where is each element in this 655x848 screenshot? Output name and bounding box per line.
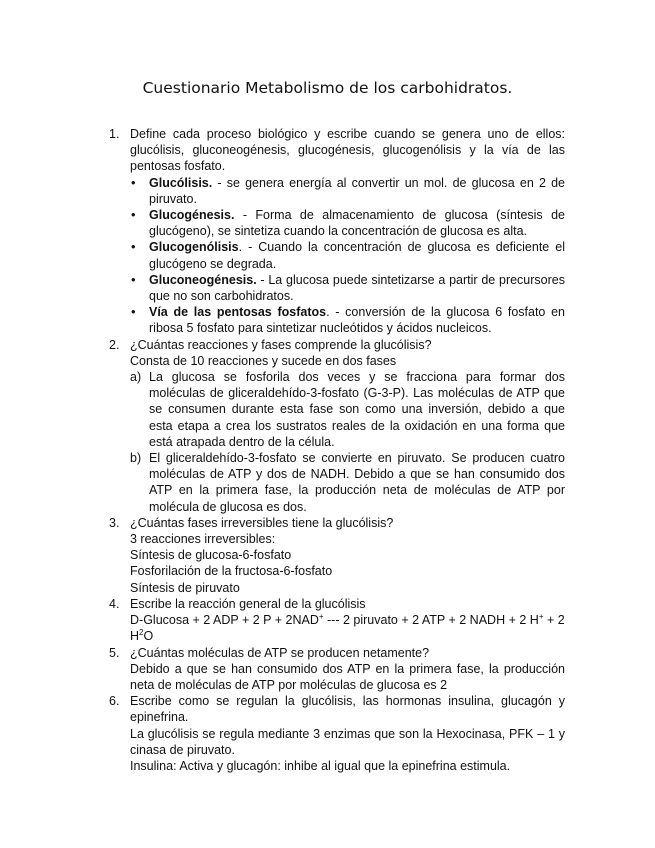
answer-text: Debido a que se han consumido dos ATP en la primera fase, la producción neta de moléculas de ATP por moléculas de glucosa es 2 (130, 661, 565, 692)
equation-part: O (143, 629, 154, 644)
bullet-item-pentosas (130, 304, 565, 336)
bullet-term: Glucólisis. (149, 175, 213, 190)
answer-line: 3 reacciones irreversibles: (130, 532, 276, 547)
question-text: ¿Cuántas fases irreversibles tiene la glucólisis? (130, 515, 394, 530)
answer-line: Insulina: Activa y glucagón: inhibe al igual que la epinefrina estimula. (130, 758, 511, 773)
bullet-desc: - Forma de almacenamiento de glucosa (síntesis de glucógeno), se sintetiza cuando la concentración de glucosa es alta. (149, 208, 565, 239)
sub-item-text: El gliceraldehído-3-fosfato se convierte en piruvato. Se producen cuatro moléculas de ATP y dos de NADH. Debido a que se han consumido dos ATP en la primera fase, la producción neta de moléculas de ATP por molécula de glucosa es dos. (149, 451, 565, 514)
question-2 (109, 337, 565, 515)
equation-superscript: + (538, 611, 544, 621)
question-text: ¿Cuántas moléculas de ATP se producen netamente? (130, 645, 430, 660)
equation-superscript: 2 (139, 628, 144, 638)
bullet-desc: - La glucosa puede sintetizarse a partir de precursores que no son carbohidratos. (149, 272, 565, 304)
question-number: 4. (109, 596, 120, 611)
question-text: Escribe la reacción general de la glucólisis (130, 596, 366, 611)
question-text: Escribe como se regulan la glucólisis, las hormonas insulina, glucagón y epinefrina. (130, 694, 565, 725)
answer-text: Consta de 10 reacciones y sucede en dos fases (130, 353, 397, 368)
bullet-desc: - se genera energía al convertir un mol. de glucosa en 2 de piruvato. (149, 175, 565, 206)
sub-item-text: La glucosa se fosforila dos veces y se fracciona para formar dos moléculas de gliceraldehído-3-fosfato (G-3-P). Las moléculas de ATP que se consumen durante esta fase son como una inversión, debido a que esta etapa a crea los sustratos reales de la oxidación en una forma que está atrapada dentro de la célula. (149, 370, 565, 449)
sub-item-label: a) (130, 370, 142, 385)
answer-line: Fosforilación de la fructosa-6-fosfato (130, 564, 333, 579)
question-4 (109, 596, 565, 645)
equation-part: --- 2 piruvato + 2 ATP + 2 NADH + 2 H (323, 613, 539, 628)
bullet-term: Glucogenólisis (149, 240, 239, 255)
sub-item-label: b) (130, 451, 142, 466)
bullet-desc: . - Cuando la concentración de glucosa es deficiente el glucógeno se degrada. (149, 240, 565, 271)
bullet-item-gluconeogenesis (130, 272, 565, 304)
question-number: 2. (109, 337, 120, 352)
question-5 (109, 645, 565, 694)
equation-part: + 2 H (130, 613, 565, 644)
answer-line: La glucólisis se regula mediante 3 enzimas que son la Hexocinasa, PFK – 1 y cinasa de piruvato. (130, 726, 565, 757)
equation-part: D-Glucosa + 2 ADP + 2 P + 2NAD (130, 613, 319, 628)
bullet-term: Vía de las pentosas fosfatos (149, 305, 327, 320)
question-1 (109, 126, 565, 337)
question-text: Define cada proceso biológico y escribe cuando se genera uno de ellos: glucólisis, gluconeogénesis, glucogénesis, glucogenólisis y la vía de las pentosas fosfato. (130, 127, 565, 174)
bullet-item-glucogenolisis (130, 239, 565, 271)
sub-item-b (130, 450, 565, 515)
page-title: Cuestionario Metabolismo de los carbohidratos. (142, 79, 513, 97)
reaction-equation (130, 612, 565, 644)
bullet-icon: • (131, 239, 136, 255)
question-number: 3. (109, 515, 120, 530)
question-3 (109, 515, 565, 596)
bullet-icon: • (131, 271, 136, 287)
bullet-icon: • (131, 304, 136, 320)
answer-line: Síntesis de piruvato (130, 580, 240, 595)
bullet-desc: . - conversión de la glucosa 6 fosfato en ribosa 5 fosfato para sintetizar nucleótidos y ácidos nucleicos. (149, 305, 566, 336)
question-6 (109, 693, 565, 774)
bullet-term: Glucogénesis. (149, 208, 235, 223)
question-text: ¿Cuántas reacciones y fases comprende la glucólisis? (130, 337, 432, 352)
question-number: 5. (109, 645, 120, 660)
answer-line: Síntesis de glucosa-6-fosfato (130, 548, 292, 563)
question-number: 1. (109, 127, 120, 141)
sub-item-a (130, 369, 565, 450)
bullet-item-glucogenesis (130, 207, 565, 239)
equation-superscript: + (318, 611, 324, 621)
question-list (109, 126, 565, 774)
question-number: 6. (109, 694, 120, 709)
bullet-icon: • (131, 207, 136, 223)
bullet-icon: • (131, 174, 136, 190)
bullet-term: Gluconeogénesis. (149, 272, 257, 287)
bullet-item-glucolisis (130, 175, 565, 207)
